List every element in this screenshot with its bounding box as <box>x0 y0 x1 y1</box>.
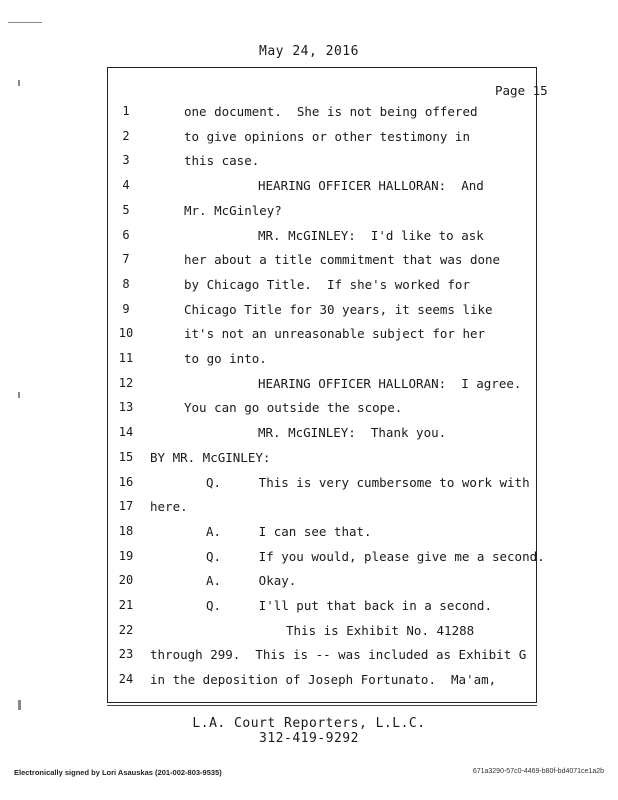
page-label: Page 15 <box>495 83 548 98</box>
document-id: 671a3290-57c0-4469-b80f-bd4071ce1a2b <box>472 768 604 775</box>
line-number: 23 <box>118 647 134 662</box>
transcript-line: MR. McGINLEY: Thank you. <box>258 425 447 441</box>
line-number: 8 <box>122 276 130 291</box>
line-number: 17 <box>118 499 134 514</box>
transcript-line: Chicago Title for 30 years, it seems like <box>184 301 493 317</box>
scan-speck <box>18 80 20 86</box>
transcript-line: A. I can see that. <box>206 523 372 539</box>
line-number: 20 <box>118 573 134 588</box>
footer-company: L.A. Court Reporters, L.L.C. <box>192 716 426 731</box>
line-number: 1 <box>122 104 130 118</box>
transcript-line: You can go outside the scope. <box>184 400 403 416</box>
transcript-line: this case. <box>184 153 260 169</box>
line-number: 3 <box>122 153 130 168</box>
transcript-line: HEARING OFFICER HALLORAN: I agree. <box>258 375 522 391</box>
line-number: 15 <box>118 449 134 464</box>
line-number: 6 <box>122 227 130 242</box>
line-number: 13 <box>118 400 134 415</box>
transcript-line: it's not an unreasonable subject for her <box>184 326 486 342</box>
scan-speck <box>8 22 42 23</box>
line-number: 14 <box>118 425 134 440</box>
transcript-line: This is Exhibit No. 41288 <box>286 622 475 638</box>
line-number: 9 <box>122 301 130 316</box>
transcript-line: MR. McGINLEY: I'd like to ask <box>258 227 484 243</box>
line-number: 12 <box>118 375 134 390</box>
transcript-line: Q. I'll put that back in a second. <box>206 598 492 613</box>
line-number: 19 <box>118 548 134 563</box>
transcript-line: Q. This is very cumbersome to work with <box>206 474 530 490</box>
line-number: 18 <box>118 523 134 538</box>
transcript-line: to give opinions or other testimony in <box>184 128 470 144</box>
transcript-line: in the deposition of Joseph Fortunato. Ma'am, <box>150 672 497 688</box>
line-number: 7 <box>122 252 130 267</box>
transcript-line: BY MR. McGINLEY: <box>150 449 271 465</box>
transcript-line: to go into. <box>184 351 267 366</box>
esign-stamp: Electronically signed by Lori Asauskas (201-002-803-9535) <box>14 768 222 777</box>
transcript-line: Mr. McGinley? <box>184 202 282 218</box>
transcript-line: HEARING OFFICER HALLORAN: And <box>258 178 484 194</box>
line-number: 10 <box>118 326 134 341</box>
line-number: 2 <box>122 128 130 143</box>
transcript-line: Q. If you would, please give me a second. <box>206 548 545 564</box>
scan-speck <box>18 392 20 398</box>
transcript-line: A. Okay. <box>206 573 297 589</box>
transcript-line: by Chicago Title. If she's worked for <box>184 276 470 292</box>
line-number: 4 <box>122 178 130 193</box>
footer-phone: 312-419-9292 <box>259 731 359 746</box>
line-number: 24 <box>118 672 134 687</box>
line-number: 16 <box>118 474 134 489</box>
header-date: May 24, 2016 <box>259 44 359 59</box>
transcript-line: her about a title commitment that was done <box>184 252 501 268</box>
line-number: 11 <box>118 351 134 365</box>
transcript-line: through 299. This is -- was included as Exhibit G <box>150 647 527 663</box>
transcript-line: one document. She is not being offered <box>184 104 478 119</box>
transcript-line: here. <box>150 499 188 515</box>
frame-divider <box>107 705 537 706</box>
line-number: 22 <box>118 622 134 637</box>
scan-speck <box>18 700 21 710</box>
line-number: 5 <box>122 202 130 217</box>
line-number: 21 <box>118 598 134 612</box>
